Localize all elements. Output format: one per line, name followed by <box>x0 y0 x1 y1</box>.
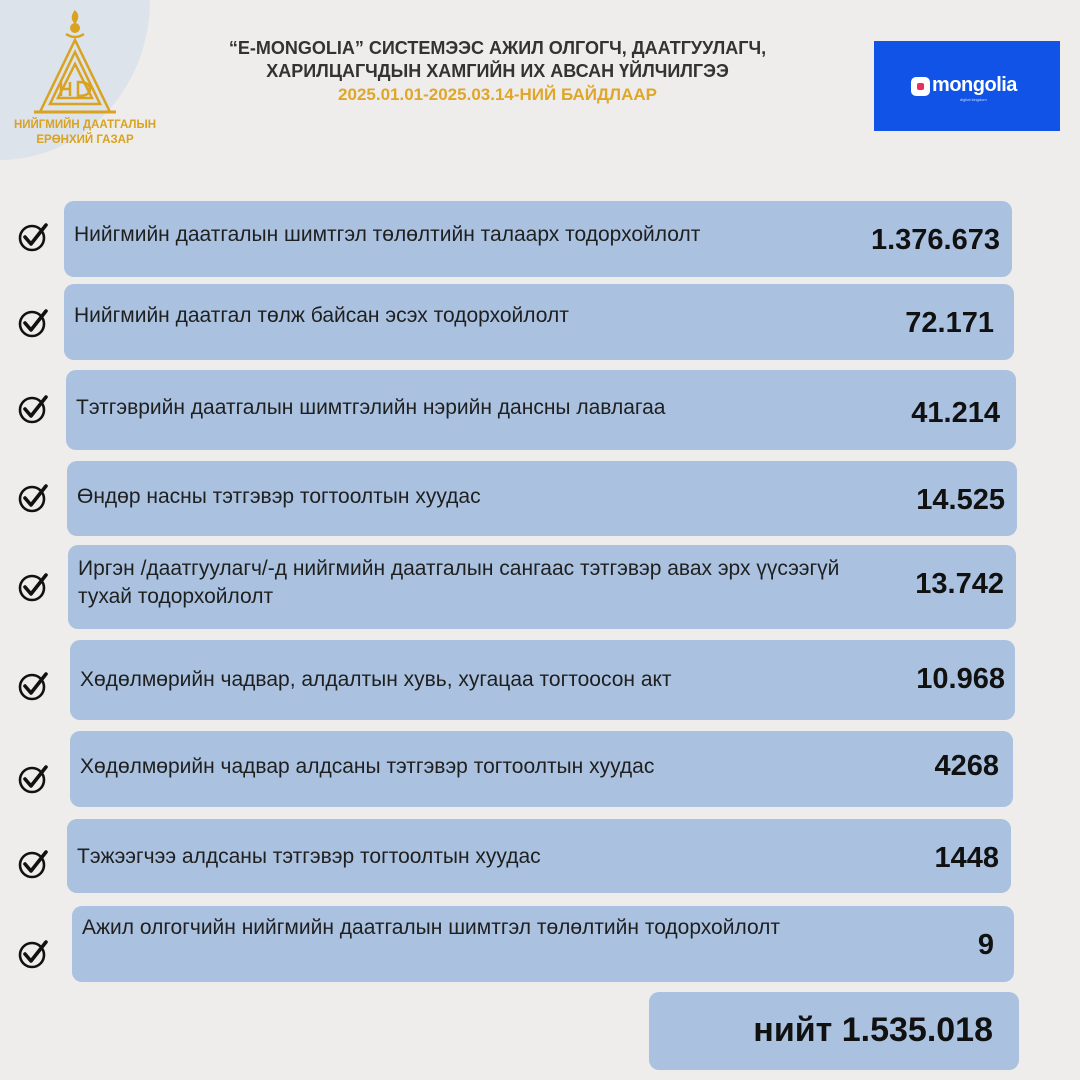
service-row <box>66 370 1016 450</box>
service-label: Нийгмийн даатгалын шимтгэл төлөлтийн талаарх тодорхойлолт <box>74 223 701 246</box>
check-circle-icon <box>17 938 49 970</box>
service-label: Тэжээгчээ алдсаны тэтгэвэр тогтоолтын хуудас <box>77 845 541 868</box>
e-mongolia-mark-icon <box>911 77 930 96</box>
brand-tagline: digital kingdom <box>960 97 987 102</box>
service-count: 4268 <box>934 750 999 782</box>
service-count: 72.171 <box>905 307 994 339</box>
service-row <box>64 284 1014 360</box>
service-row <box>67 819 1011 893</box>
organization-name-line2: ЕРӨНХИЙ ГАЗАР <box>36 134 134 146</box>
page-title-line2: ХАРИЛЦАГЧДЫН ХАМГИЙН ИХ АВСАН ҮЙЛЧИЛГЭЭ <box>266 61 729 81</box>
check-circle-icon <box>17 482 49 514</box>
service-count: 14.525 <box>916 484 1005 516</box>
page-header <box>170 37 825 107</box>
check-circle-icon <box>17 393 49 425</box>
total-box <box>649 992 1019 1070</box>
check-circle-icon <box>17 307 49 339</box>
organization-logo <box>0 0 170 160</box>
service-row <box>70 640 1015 720</box>
check-circle-icon <box>17 763 49 795</box>
service-row <box>64 201 1012 277</box>
brand-logo-text: mongolia <box>932 73 1017 96</box>
service-count: 10.968 <box>916 663 1005 695</box>
soyombo-emblem-icon <box>28 6 140 118</box>
service-label: Тэтгэврийн даатгалын шимтгэлийн нэрийн дансны лавлагаа <box>76 396 666 419</box>
organization-name <box>0 118 170 148</box>
service-count: 13.742 <box>915 568 1004 600</box>
service-label: Өндөр насны тэтгэвэр тогтоолтын хуудас <box>77 485 481 508</box>
check-circle-icon <box>17 848 49 880</box>
organization-name-line1: НИЙГМИЙН ДААТГАЛЫН <box>13 119 157 131</box>
service-label: Хөдөлмөрийн чадвар алдсаны тэтгэвэр тогтоолтын хуудас <box>80 755 655 778</box>
service-count: 1.376.673 <box>870 224 1000 256</box>
page-title-line1: “E-MONGOLIA” СИСТЕМЭЭС АЖИЛ ОЛГОГЧ, ДААТГУУЛАГЧ, <box>228 38 767 58</box>
service-row <box>68 545 1016 629</box>
service-count: 41.214 <box>911 397 1000 429</box>
service-label: Ажил олгогчийн нийгмийн даатгалын шимтгэл төлөлтийн тодорхойлолт <box>82 916 781 939</box>
service-label: Нийгмийн даатгал төлж байсан эсэх тодорхойлолт <box>74 304 569 327</box>
date-subtitle: 2025.01.01-2025.03.14-НИЙ БАЙДЛААР <box>338 85 657 104</box>
check-circle-icon <box>17 571 49 603</box>
e-mongolia-brand-logo <box>874 41 1060 131</box>
service-row <box>72 906 1014 982</box>
service-row <box>70 731 1013 807</box>
service-count: 9 <box>977 929 994 961</box>
service-label: Иргэн /даатгуулагч/-д нийгмийн даатгалын сангаас тэтгэвэр авах эрх үүсээгүй тухай тодорхойлолт <box>78 557 840 608</box>
service-count: 1448 <box>934 842 999 874</box>
total-count: нийт 1.535.018 <box>753 1011 993 1049</box>
check-circle-icon <box>17 221 49 253</box>
check-circle-icon <box>17 670 49 702</box>
service-label: Хөдөлмөрийн чадвар, алдалтын хувь, хугацаа тогтоосон акт <box>80 668 672 691</box>
service-row <box>67 461 1017 536</box>
